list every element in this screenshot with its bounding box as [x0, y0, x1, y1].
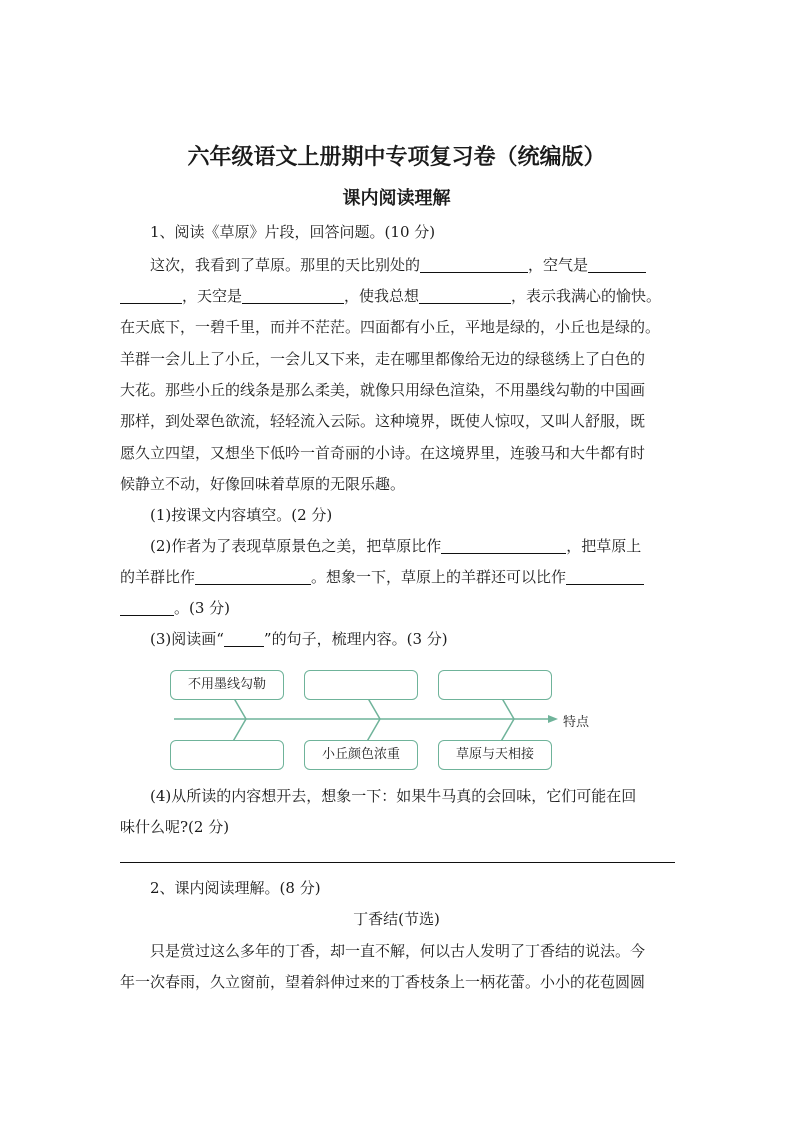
answer-blank[interactable] [195, 568, 311, 585]
underline-marker [224, 630, 264, 647]
question-text: 。(3 分) [174, 599, 231, 617]
diagram-box-bottom-3: 草原与天相接 [438, 740, 552, 770]
question-text: 。想象一下，草原上的羊群还可以比作 [311, 568, 567, 586]
sub-question-2-line-1 [150, 536, 675, 556]
passage-2-line-1: 只是赏过这么多年的丁香，却一直不解，何以古人发明了丁香结的说法。今 [150, 942, 646, 960]
question-text: ，把草原上 [566, 537, 642, 555]
question-text: (2)作者为了表现草原景色之美，把草原比作 [150, 537, 442, 555]
answer-blank[interactable] [588, 256, 646, 273]
sub-question-2-line-2 [120, 567, 675, 587]
passage-title: 丁香结(节选) [353, 910, 440, 928]
passage-line-8: 候静立不动，好像回味着草原的无限乐趣。 [120, 475, 406, 493]
diagram-box-top-2[interactable] [304, 670, 418, 700]
passage-text: ，空气是 [528, 256, 589, 274]
passage-line-7: 愿久立四望，又想坐下低吟一首奇丽的小诗。在这境界里，连骏马和大牛都有时 [120, 444, 646, 462]
sub-question-1: (1)按课文内容填空。(2 分) [150, 506, 333, 524]
passage-line-5: 大花。那些小丘的线条是那么柔美，就像只用绿色渲染，不用墨线勾勒的中国画 [120, 381, 646, 399]
diagram-box-top-3[interactable] [438, 670, 552, 700]
diagram-box-bottom-2: 小丘颜色浓重 [304, 740, 418, 770]
page-title: 六年级语文上册期中专项复习卷（统编版） [187, 145, 606, 170]
question-1-heading: 1、阅读《草原》片段，回答问题。(10 分) [150, 223, 436, 241]
section-title: 课内阅读理解 [342, 188, 451, 209]
answer-blank[interactable] [120, 287, 182, 304]
question-2-heading: 2、课内阅读理解。(8 分) [150, 879, 321, 897]
passage-line-1 [150, 255, 675, 275]
answer-blank[interactable] [566, 568, 644, 585]
answer-blank[interactable] [120, 599, 174, 616]
passage-line-2 [120, 286, 675, 306]
passage-text: ，使我总想 [344, 287, 420, 305]
passage-text: ，天空是 [182, 287, 243, 305]
sub-question-3 [150, 629, 675, 649]
question-text: 的羊群比作 [120, 568, 196, 586]
answer-line[interactable] [120, 862, 675, 863]
answer-blank[interactable] [441, 537, 566, 554]
sub-question-2-line-3 [120, 598, 675, 618]
passage-line-3: 在天底下，一碧千里，而并不茫茫。四面都有小丘，平地是绿的，小丘也是绿的。 [120, 318, 661, 336]
passage-text: ，表示我满心的愉快。 [511, 287, 662, 305]
passage-2-line-2: 年一次春雨，久立窗前，望着斜伸过来的丁香枝条上一柄花蕾。小小的花苞圆圆 [120, 973, 646, 991]
diagram-end-label: 特点 [563, 715, 590, 730]
sub-question-4-line-2: 味什么呢?(2 分) [120, 818, 230, 836]
question-text: ”的句子，梳理内容。(3 分) [263, 630, 448, 648]
passage-line-6: 那样，到处翠色欲流，轻轻流入云际。这种境界，既使人惊叹，又叫人舒服，既 [120, 412, 646, 430]
passage-text: 这次，我看到了草原。那里的天比别处的 [150, 256, 421, 274]
answer-blank[interactable] [419, 287, 511, 304]
diagram-box-top-1: 不用墨线勾勒 [170, 670, 284, 700]
answer-blank[interactable] [242, 287, 344, 304]
diagram-box-bottom-1[interactable] [170, 740, 284, 770]
fishbone-diagram [160, 664, 620, 774]
passage-line-4: 羊群一会儿上了小丘，一会儿又下来，走在哪里都像给无边的绿毯绣上了白色的 [120, 350, 646, 368]
question-text: (3)阅读画“ [150, 630, 224, 648]
answer-blank[interactable] [420, 256, 528, 273]
sub-question-4-line-1: (4)从所读的内容想开去，想象一下：如果牛马真的会回味，它们可能在回 [150, 787, 637, 805]
